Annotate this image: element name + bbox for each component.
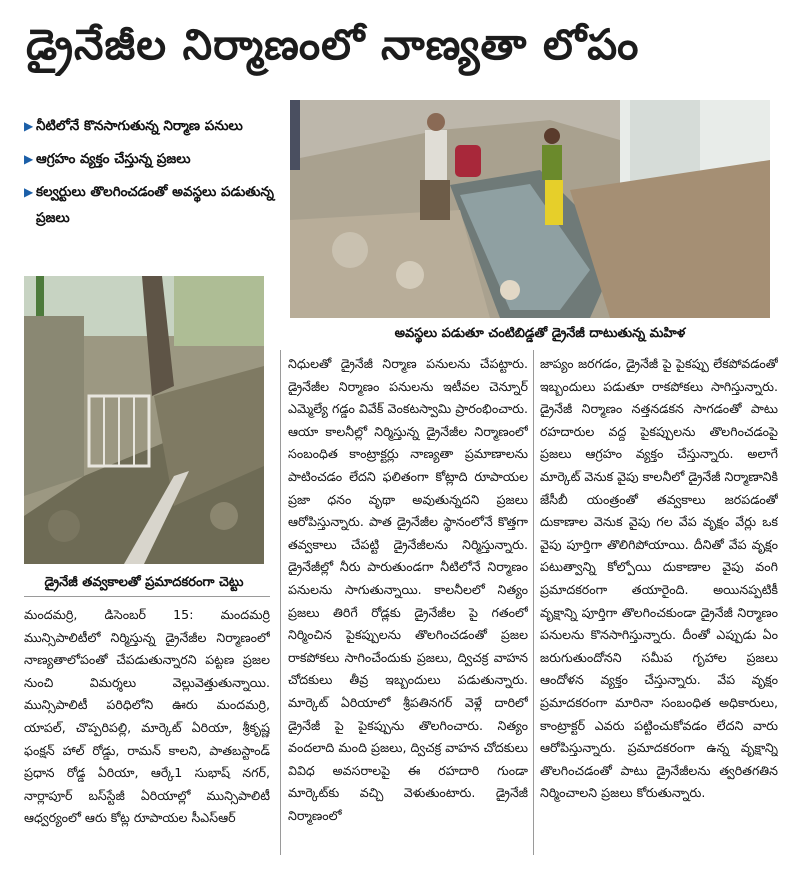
highlight-item — [24, 113, 282, 139]
highlight-item — [24, 179, 282, 231]
highlight-text: నీటిలోనే కొనసాగుతున్న నిర్మాణ పనులు — [36, 118, 243, 134]
arrow-bullet-icon: ▶ — [24, 185, 34, 199]
drainage-crossing-photo — [290, 100, 770, 318]
main-photo-caption: అవస్థలు పడుతూ చంటిబిడ్డతో డ్రైనేజీ దాటుతున్న మహిళ — [394, 326, 686, 341]
highlight-text: ఆగ్రహం వ్యక్తం చేస్తున్న ప్రజలు — [36, 151, 191, 167]
highlight-item — [24, 146, 282, 172]
highlights-list — [24, 113, 282, 238]
headline: డ్రైనేజీల నిర్మాణంలో నాణ్యతా లోపం — [26, 20, 640, 69]
article-column-right: జాప్యం జరగడం, డ్రైనేజీ పై పైకప్పు లేకపోవడంతో ఇబ్బందులు పడుతూ రాకపోకలు సాగిస్తున్నారు. డ్రైనేజీ నిర్మాణం నత్తనడకన సాగడంతో పాటు రహదారుల వద్ద పైకప్పులను తొలగించడంపై ప్రజలు ఆగ్రహం వ్యక్తం చేస్తున్నారు. అలాగే మార్కెట్ వెనుక వైపు కాలనీలో డ్రైనేజీ నిర్మాణానికి జేసీబీ యంత్రంతో తవ్వకాలు జరపడంతో దుకాణాల వెనుక వైపు గల వేప వృక్షం వేర్లు ఒక వైపు పూర్తిగా తొలిగిపోయాయి. దీనితో వేప వృక్షం పటుత్వాన్ని కోల్పోయి దుకాణాల వైపు వంగి ప్రమాదకరంగా తయారైంది. అయినప్పటికీ వృక్షాన్ని పూర్తిగా తొలగించకుండా డ్రైనేజీ నిర్మాణం పనులను కొనసాగిస్తున్నారు. దీంతో ఎప్పుడు ఏం జరుగుతుందోనని సమీప గృహాల ప్రజలు ఆందోళన వ్యక్తం చేస్తున్నారు. వేప వృక్షం ప్రమాదకరంగా మారినా సంబంధిత అధికారులు, కాంట్రాక్టర్ ఎవరు పట్టించుకోవడం లేదని వారు ఆరోపిస్తున్నారు. ప్రమాదకరంగా ఉన్న వృక్షాన్ని తొలగించడంతో పాటు డ్రైనేజీలను త్వరితగతిన నిర్మించాలని ప్రజలు కోరుతున్నారు. — [540, 356, 778, 801]
tree-photo-caption: డ్రైనేజీ తవ్వకాలతో ప్రమాదకరంగా చెట్టు — [44, 575, 244, 590]
article-column-middle: నిధులతో డ్రైనేజీ నిర్మాణ పనులను చేపట్టారు. డ్రైనేజీల నిర్మాణం పనులను ఇటీవల చెన్నూర్ ఎమ్మెల్యే గడ్డం వివేక్ వెంకటస్వామి ప్రారంభించారు. ఆయా కాలనీల్లో నిర్మిస్తున్న డ్రైనేజీల నిర్మాణంలో సంబంధిత కాంట్రాక్టర్లు నాణ్యతా ప్రమాణాలను పాటించడం లేదని ఫలితంగా కోట్లాది రూపాయల ప్రజా ధనం వృథా అవుతున్నదని ప్రజలు ఆరోపిస్తున్నారు. పాత డ్రైనేజీల స్థానంలోనే కొత్తగా తవ్వకాలు చేపట్టి డ్రైనేజీలను నిర్మిస్తున్నారు. డ్రైనేజీల్లో నీరు పారుతుండగా నీటిలోనే నిర్మాణం పనులను సాగుతున్నాయి. కాలనీలలో నిత్యం ప్రజలు తిరిగే రోడ్లకు డ్రైనేజీల పై గతంలో నిర్మించిన పైకప్పులను తొలగించడంతో ప్రజల రాకపోకలు సాగించేందుకు ప్రజలు, ద్విచక్ర వాహన చోదకులు తీవ్ర ఇబ్బందులు పడుతున్నారు. మార్కెట్ ఏరియాలో శ్రీపతినగర్ వెళ్లే దారిలో డ్రైనేజీ పై పైకప్పును తొలగించారు. నిత్యం వందలాది మంది ప్రజలు, ద్విచక్ర వాహన చోదకులు వివిధ అవసరాలపై ఈ రహదారి గుండా మార్కెట్‌కు వచ్చి వెళుతుంటారు. డ్రైనేజీ నిర్మాణంలో — [288, 356, 528, 823]
highlight-text: కల్వర్టులు తొలగించడంతో అవస్థలు పడుతున్న ప్రజలు — [36, 184, 274, 226]
article-column-left: మందమర్రి, డిసెంబర్ 15: మందమర్రి మున్సిపాలిటీలో నిర్మిస్తున్న డ్రైనేజీల నిర్మాణంలో నాణ్యతాలోపంతో చేపడుతున్నారని పట్టణ ప్రజల నుంచి విమర్శలు వెల్లువెత్తుతున్నాయి. మున్సిపాలిటీ పరిధిలోని ఊరు మందమర్రి, యాపల్, చొప్పరిపల్లి, మార్కెట్ ఏరియా, శ్రీకృష్ణ ఫంక్షన్ హాల్ రోడ్డు, రామన్ కాలని, పాతబస్టాండ్ ప్రధాన రోడ్డ ఏరియా, ఆర్కే1 సుభాష్ నగర్, నార్లాపూర్ బస్‌స్టేజీ ఏరియాల్లో మున్సిపాలిటీ ఆధ్వర్యంలో ఆరు కోట్ల రూపాయల సీఎస్ఆర్ — [24, 607, 270, 826]
arrow-bullet-icon: ▶ — [24, 119, 34, 133]
column-divider — [533, 350, 534, 855]
tree-photo — [24, 276, 264, 564]
caption-divider — [24, 596, 270, 597]
arrow-bullet-icon: ▶ — [24, 152, 34, 166]
column-divider — [280, 350, 281, 855]
